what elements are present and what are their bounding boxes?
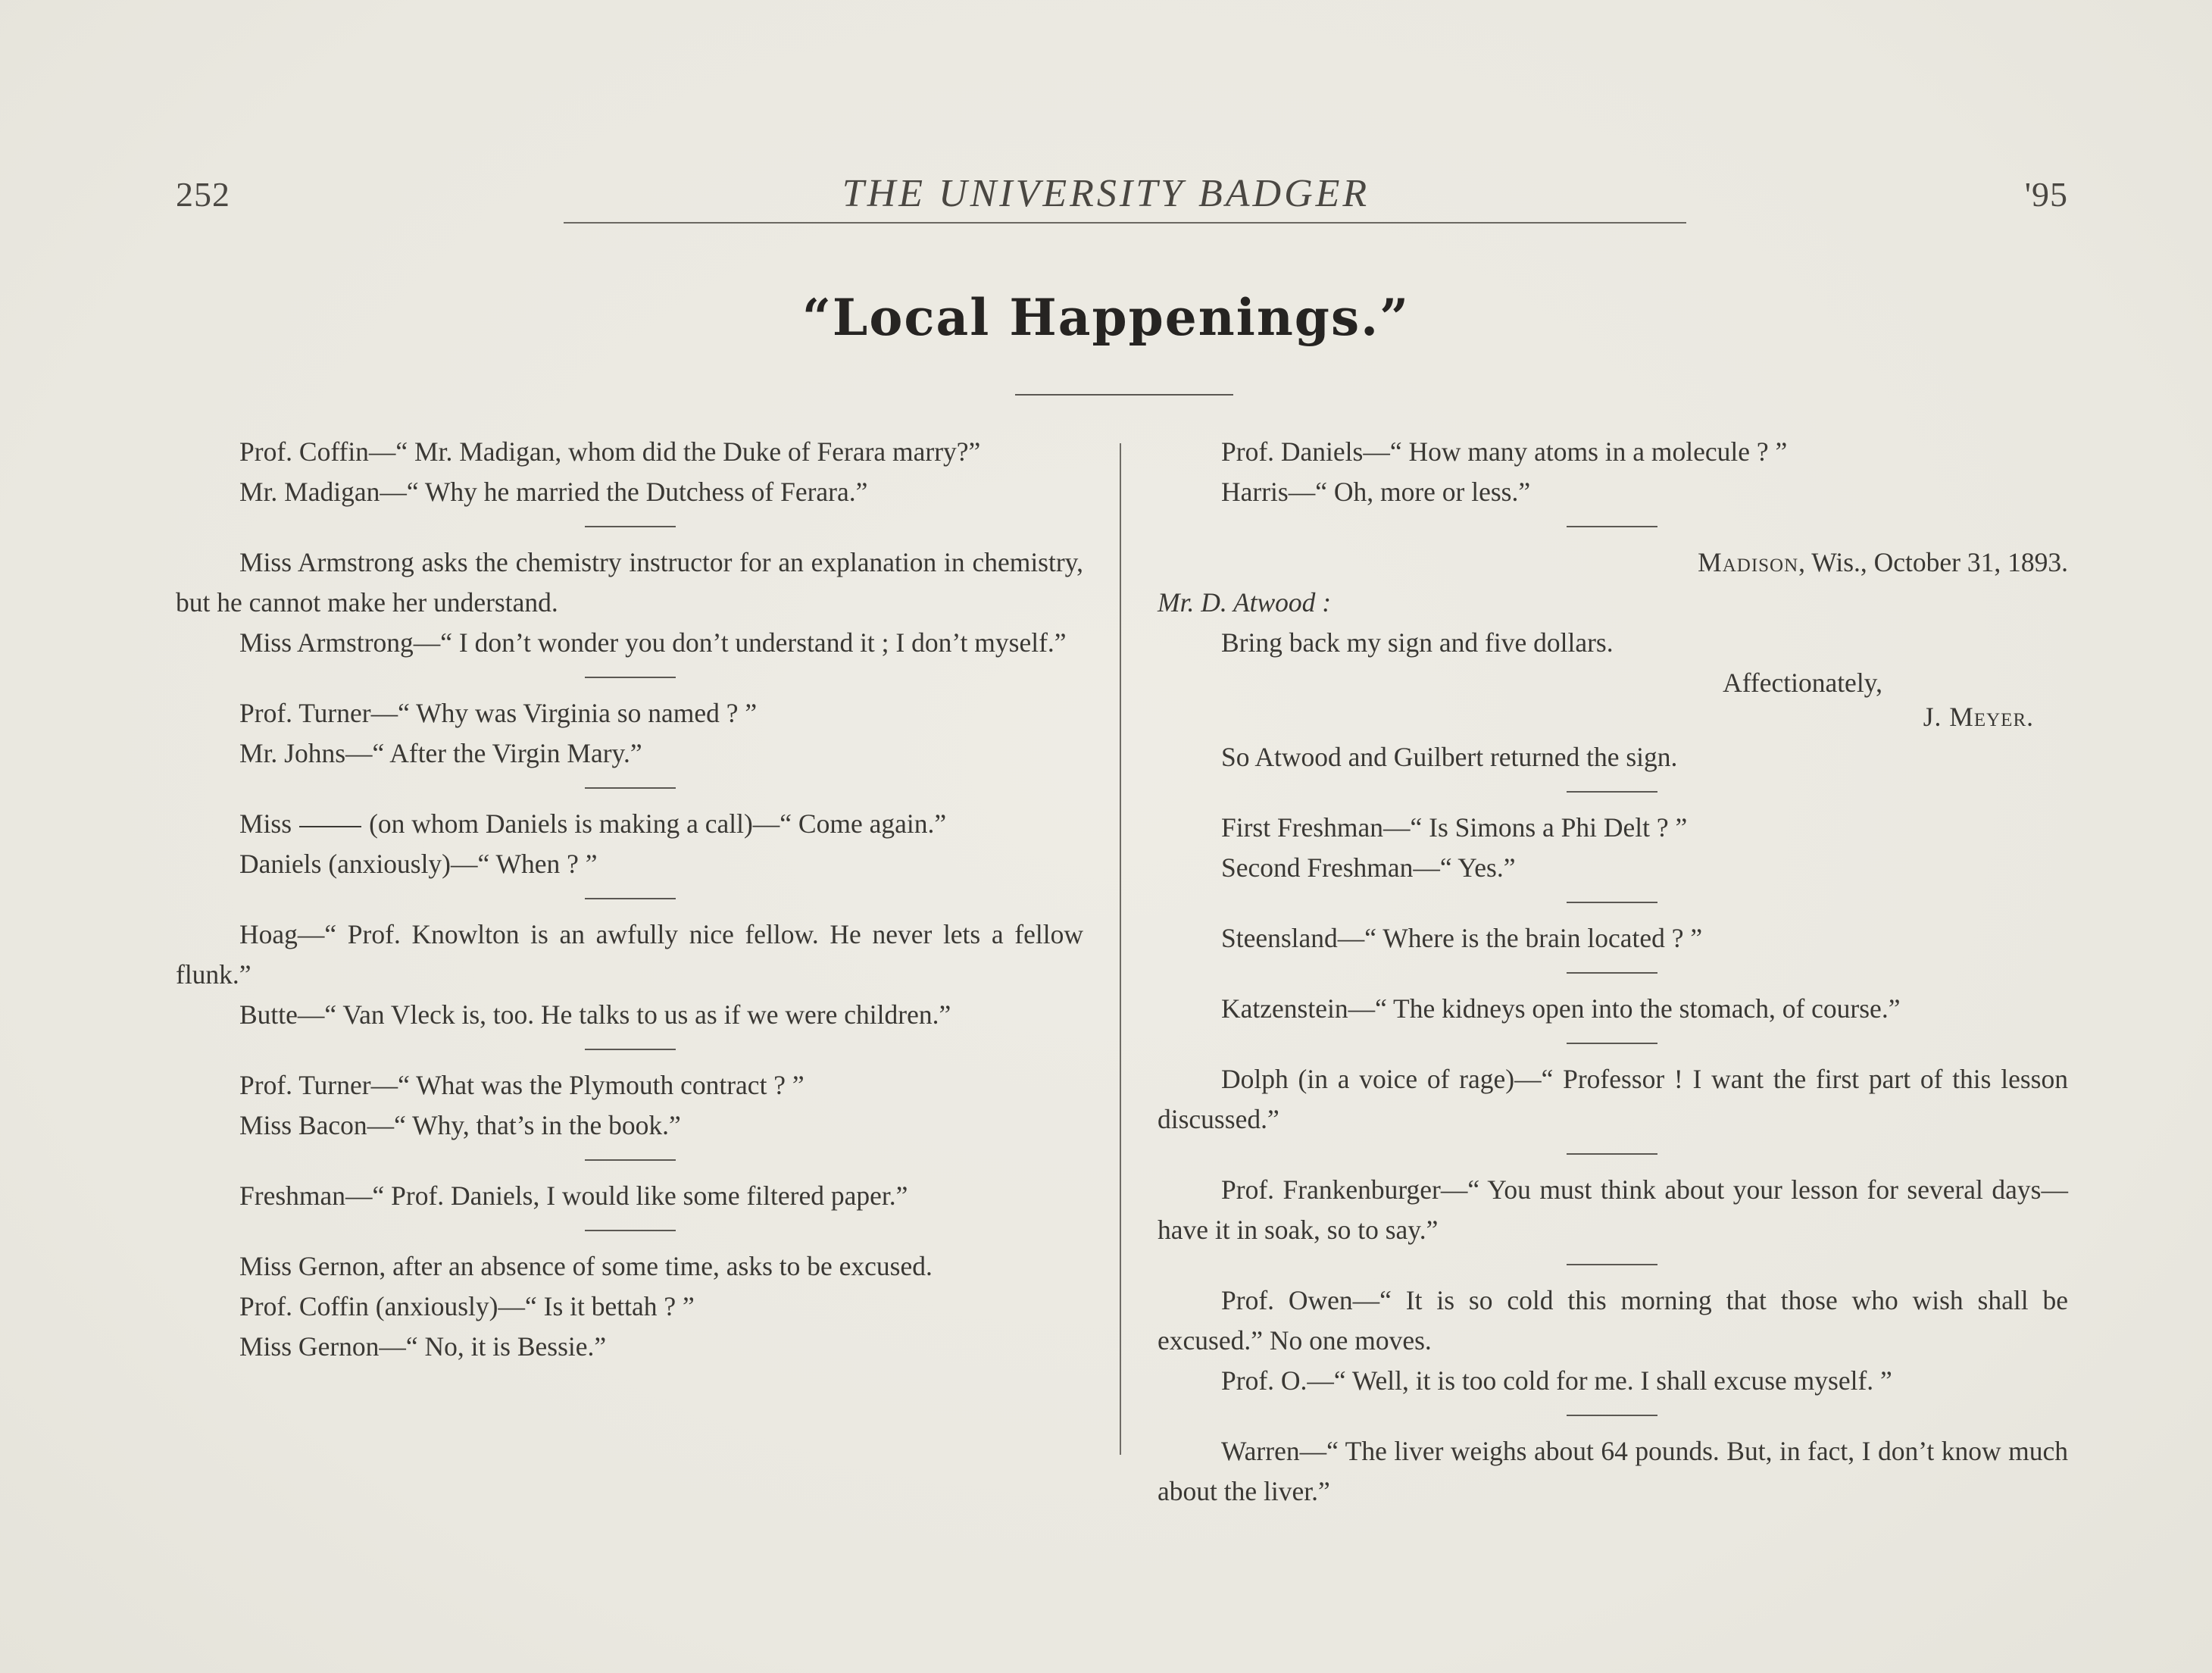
separator-rule (585, 898, 676, 899)
anecdote-line: Prof. O.—“ Well, it is too cold for me. I shall excuse myself. ” (1221, 1365, 1892, 1396)
anecdote-line: Second Freshman—“ Yes.” (1221, 852, 1516, 883)
separator-rule (1567, 1043, 1657, 1044)
anecdote-line: Prof. Turner—“ Why was Virginia so named ? ” (239, 698, 758, 728)
letter-place: Madison (1698, 547, 1799, 577)
separator-rule (585, 526, 676, 527)
letter-body: Bring back my sign and five dollars. (1221, 627, 1614, 658)
running-header-title: THE UNIVERSITY BADGER (842, 172, 1370, 215)
anecdote-line: Prof. Daniels—“ How many atoms in a molecule ? ” (1221, 436, 1788, 467)
separator-rule (1567, 1264, 1657, 1265)
page-number: 252 (176, 175, 230, 214)
letter-salutation: Mr. D. Atwood : (1158, 587, 1332, 618)
anecdote-line: Freshman—“ Prof. Daniels, I would like some filtered paper.” (239, 1180, 908, 1211)
right-column (1158, 432, 2068, 1512)
letter-date: , Wis., October 31, 1893. (1798, 547, 2068, 577)
anecdote-line: Mr. Madigan—“ Why he married the Dutchess of Ferara.” (239, 477, 868, 507)
column-divider (1120, 443, 1121, 1455)
separator-rule (1567, 902, 1657, 903)
blank-name-dash (299, 826, 361, 827)
anecdote-line: Daniels (anxiously)—“ When ? ” (239, 849, 598, 879)
anecdote-line: Miss Armstrong asks the chemistry instructor for an explanation in chemistry, but he cannot make her understand. (176, 547, 1083, 618)
separator-rule (585, 1159, 676, 1161)
anecdote-line: Prof. Owen—“ It is so cold this morning that those who wish shall be excused.” No one moves. (1158, 1285, 2068, 1356)
anecdote-line: Miss Gernon—“ No, it is Bessie.” (239, 1331, 607, 1362)
anecdote-line: Dolph (in a voice of rage)—“ Professor ! I want the first part of this lesson discussed.” (1158, 1064, 2068, 1134)
anecdote-line: Miss Bacon—“ Why, that’s in the book.” (239, 1110, 681, 1140)
anecdote-line: Katzenstein—“ The kidneys open into the stomach, of course.” (1221, 993, 1901, 1024)
anecdote-line: So Atwood and Guilbert returned the sign. (1221, 742, 1678, 772)
anecdote-line: Steensland—“ Where is the brain located ? ” (1221, 923, 1703, 953)
separator-rule (585, 1049, 676, 1050)
anecdote-line: Warren—“ The liver weighs about 64 pounds. But, in fact, I don’t know much about the liver.” (1158, 1436, 2068, 1506)
anecdote-line: First Freshman—“ Is Simons a Phi Delt ? ” (1221, 812, 1688, 843)
separator-rule (585, 1230, 676, 1231)
letter-closing: Affectionately, (1723, 668, 1882, 698)
anecdote-line: Prof. Coffin—“ Mr. Madigan, whom did the Duke of Ferara marry?” (239, 436, 981, 467)
anecdote-line: Mr. Johns—“ After the Virgin Mary.” (239, 738, 642, 768)
anecdote-line: Harris—“ Oh, more or less.” (1221, 477, 1531, 507)
anecdote-line: Prof. Coffin (anxiously)—“ Is it bettah ? ” (239, 1291, 695, 1321)
separator-rule (1567, 526, 1657, 527)
separator-rule (585, 787, 676, 789)
anecdote-line (176, 804, 1083, 844)
separator-rule (1567, 1153, 1657, 1155)
title-rule (1015, 394, 1233, 396)
header-rule (564, 222, 1686, 224)
letter-dateline (1158, 543, 2068, 583)
anecdote-line: Miss Gernon, after an absence of some time, asks to be excused. (239, 1251, 933, 1281)
anecdote-line: Butte—“ Van Vleck is, too. He talks to us as if we were children.” (239, 999, 951, 1030)
anecdote-line: Hoag—“ Prof. Knowlton is an awfully nice fellow. He never lets a fellow flunk.” (176, 919, 1083, 990)
anecdote-line: Prof. Frankenburger—“ You must think about your lesson for several days—have it in soak, so to say.” (1158, 1174, 2068, 1245)
article-title: “Local Happenings.” (801, 288, 1411, 347)
anecdote-miss: Miss (239, 808, 292, 839)
separator-rule (1567, 791, 1657, 793)
separator-rule (585, 677, 676, 678)
letter-signature: J. Meyer. (1923, 702, 2034, 732)
left-column (176, 432, 1083, 1367)
anecdote-line: Miss Armstrong—“ I don’t wonder you don’t understand it ; I don’t myself.” (239, 627, 1067, 658)
anecdote-text: (on whom Daniels is making a call)—“ Come again.” (369, 808, 947, 839)
anecdote-line: Prof. Turner—“ What was the Plymouth contract ? ” (239, 1070, 805, 1100)
header-year: '95 (2024, 175, 2068, 214)
separator-rule (1567, 972, 1657, 974)
separator-rule (1567, 1415, 1657, 1416)
